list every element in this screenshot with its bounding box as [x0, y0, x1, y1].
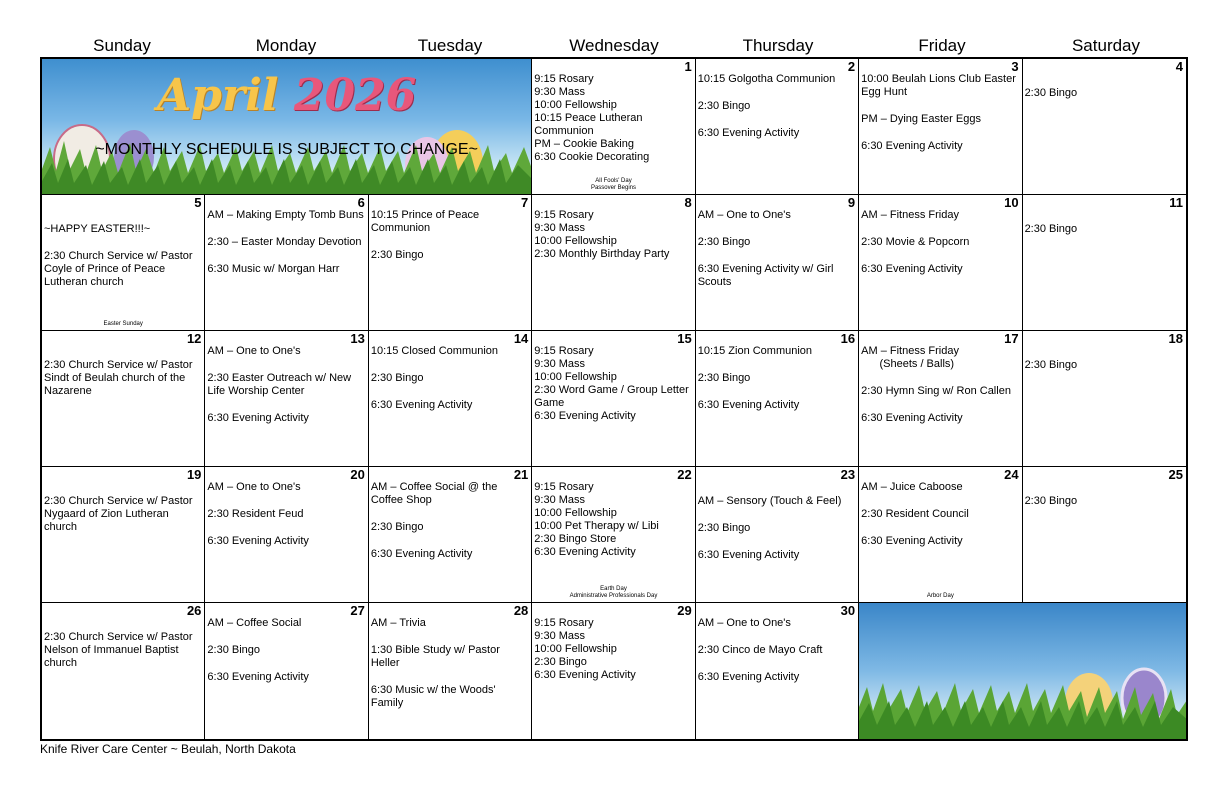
event-spacer — [861, 494, 1019, 508]
event-list — [532, 331, 694, 423]
event-spacer — [207, 630, 365, 644]
weekday-friday: Friday — [918, 36, 966, 55]
event-item: AM – Coffee Social — [207, 617, 302, 629]
event-list — [42, 467, 204, 534]
event-item: 2:30 Bingo — [370, 372, 424, 384]
easter-eggs-illustration — [859, 603, 1186, 739]
day-number: 19 — [186, 467, 202, 482]
event-item: 2:30 Resident Feud — [207, 508, 304, 520]
day-cell-29 — [532, 603, 695, 739]
day-number: 29 — [677, 603, 692, 618]
day-number: 9 — [847, 195, 856, 210]
event-item: 2:30 Church Service w/ Pastor Coyle of Prince of Peace Lutheran church — [44, 250, 196, 288]
day-cell-23 — [696, 467, 859, 603]
event-list — [205, 195, 367, 276]
day-number: 2 — [847, 59, 856, 74]
event-item: 10:00 Fellowship — [534, 99, 617, 111]
event-item: 2:30 Bingo — [1024, 223, 1078, 235]
day-cell-1 — [532, 59, 695, 195]
day-number: 10 — [1004, 195, 1019, 210]
day-cell-19 — [42, 467, 205, 603]
event-item: 6:30 Evening Activity — [697, 399, 800, 411]
event-item: PM – Cookie Baking — [534, 138, 634, 150]
event-item: 2:30 – Easter Monday Devotion — [207, 236, 362, 248]
event-list — [369, 195, 531, 262]
event-list — [859, 195, 1021, 276]
calendar-grid — [40, 57, 1188, 741]
event-item: 10:00 Beulah Lions Club Easter Egg Hunt — [861, 73, 1019, 98]
event-list — [1023, 195, 1186, 236]
month-year: 2026 — [293, 70, 417, 121]
day-number: 23 — [840, 467, 856, 482]
event-list — [205, 331, 367, 425]
day-number: 18 — [1168, 331, 1183, 346]
day-cell-20 — [205, 467, 368, 603]
event-item: AM – Coffee Social @ the Coffee Shop — [370, 481, 501, 506]
event-item: 6:30 Evening Activity — [370, 399, 473, 411]
event-item: 6:30 Evening Activity — [697, 127, 800, 139]
event-spacer — [861, 371, 1019, 385]
event-item: 6:30 Music w/ Morgan Harr — [207, 263, 340, 275]
event-item: 2:30 Easter Outreach w/ New Life Worship Center — [207, 372, 355, 397]
day-number: 13 — [350, 331, 365, 346]
day-number: 25 — [1168, 467, 1183, 482]
event-item: 2:30 Bingo — [1024, 495, 1078, 507]
event-list — [696, 603, 858, 684]
event-spacer — [207, 358, 365, 372]
event-item: 6:30 Music w/ the Woods' Family — [370, 684, 499, 709]
event-list — [369, 331, 531, 412]
event-spacer — [1025, 345, 1184, 359]
day-number: 12 — [186, 331, 202, 346]
day-cell-12 — [42, 331, 205, 467]
event-spacer — [44, 209, 202, 223]
event-list — [205, 467, 367, 548]
event-item: 2:30 Church Service w/ Pastor Nygaard of Zion Lutheran church — [44, 495, 196, 533]
event-item: 6:30 Evening Activity — [534, 669, 636, 681]
event-list — [369, 603, 531, 710]
event-item: 2:30 Bingo — [697, 372, 751, 384]
event-item: 10:00 Fellowship — [534, 507, 617, 519]
event-item: 10:00 Fellowship — [534, 235, 617, 247]
event-spacer — [207, 657, 365, 671]
day-number: 4 — [1175, 59, 1183, 74]
day-number: 11 — [1169, 195, 1183, 210]
event-item: 2:30 Bingo Store — [534, 533, 617, 545]
event-spacer — [698, 222, 856, 236]
event-item: 2:30 Movie & Popcorn — [861, 236, 970, 248]
holiday-label: All Fools' Day — [595, 178, 632, 184]
event-list — [532, 467, 694, 559]
event-item: 6:30 Evening Activity — [861, 412, 963, 424]
event-list — [1023, 467, 1186, 508]
day-number: 7 — [521, 195, 529, 210]
event-item: ~HAPPY EASTER!!!~ — [44, 223, 151, 235]
event-spacer — [371, 385, 529, 399]
event-item: 2:30 Bingo — [1024, 359, 1078, 371]
weekday-wednesday: Wednesday — [569, 36, 659, 55]
event-spacer — [698, 113, 856, 127]
event-spacer — [698, 508, 856, 522]
day-number: 3 — [1011, 59, 1019, 74]
event-spacer — [371, 358, 529, 372]
event-item: 2:30 Bingo — [534, 656, 587, 668]
holiday-note — [42, 321, 204, 328]
event-spacer — [207, 249, 365, 263]
event-item: 10:00 Pet Therapy w/ Libi — [534, 520, 659, 532]
event-item: AM – Juice Caboose — [861, 481, 963, 493]
event-item: 2:30 Hymn Sing w/ Ron Callen — [861, 385, 1011, 397]
day-cell-17 — [859, 331, 1022, 467]
event-list — [42, 195, 204, 289]
event-list — [696, 195, 858, 289]
event-item: 10:00 Fellowship — [534, 643, 617, 655]
holiday-label: Earth Day — [600, 586, 627, 592]
event-list — [205, 603, 367, 684]
event-item: 2:30 Bingo — [697, 522, 751, 534]
event-item: AM – One to One's — [697, 617, 791, 629]
event-spacer — [207, 222, 365, 236]
event-list — [1023, 59, 1186, 100]
footer-facility: Knife River Care Center ~ Beulah, North Dakota — [40, 742, 296, 756]
event-item: 9:15 Rosary — [534, 481, 594, 493]
weekday-saturday: Saturday — [1071, 36, 1141, 55]
day-number: 30 — [840, 603, 856, 618]
event-item: 10:15 Golgotha Communion — [697, 73, 836, 85]
event-item: 6:30 Evening Activity — [861, 140, 963, 152]
event-spacer — [371, 630, 529, 644]
event-item: (Sheets / Balls) — [861, 358, 955, 370]
event-spacer — [207, 521, 365, 535]
day-number: 5 — [194, 195, 202, 210]
weekday-sunday: Sunday — [93, 36, 151, 55]
event-spacer — [698, 385, 856, 399]
event-list — [42, 331, 204, 398]
day-cell-16 — [696, 331, 859, 467]
event-spacer — [371, 507, 529, 521]
event-item: AM – Fitness Friday — [861, 209, 959, 221]
event-spacer — [861, 99, 1019, 113]
event-item: 6:30 Evening Activity — [534, 546, 636, 558]
day-cell-24 — [859, 467, 1022, 603]
day-number: 16 — [840, 331, 856, 346]
event-item: 6:30 Evening Activity — [697, 671, 800, 683]
event-item: 10:15 Peace Lutheran Communion — [534, 112, 646, 137]
day-cell-8 — [532, 195, 695, 331]
event-item: 6:30 Evening Activity — [861, 263, 963, 275]
event-spacer — [861, 249, 1019, 263]
event-item: 9:15 Rosary — [534, 73, 594, 85]
event-spacer — [1025, 481, 1184, 495]
event-item: PM – Dying Easter Eggs — [861, 113, 981, 125]
event-spacer — [698, 86, 856, 100]
event-spacer — [371, 670, 529, 684]
event-item: 1:30 Bible Study w/ Pastor Heller — [370, 644, 503, 669]
month-name: April — [156, 70, 279, 121]
event-spacer — [861, 222, 1019, 236]
event-item: 2:30 Bingo — [207, 644, 261, 656]
day-cell-27 — [205, 603, 368, 739]
event-spacer — [698, 249, 856, 263]
day-cell-28 — [369, 603, 532, 739]
day-number: 1 — [684, 59, 692, 74]
event-spacer — [44, 617, 202, 631]
event-item: 9:30 Mass — [534, 630, 586, 642]
event-item: 2:30 Monthly Birthday Party — [534, 248, 670, 260]
event-item: 10:15 Zion Communion — [697, 345, 813, 357]
event-list — [42, 603, 204, 670]
day-cell-22 — [532, 467, 695, 603]
day-number: 14 — [513, 331, 529, 346]
event-spacer — [861, 126, 1019, 140]
event-spacer — [1025, 209, 1184, 223]
event-spacer — [698, 358, 856, 372]
holiday-label: Passover Begins — [590, 185, 636, 191]
event-list — [696, 331, 858, 412]
event-item: 2:30 Bingo — [370, 521, 424, 533]
event-spacer — [1025, 73, 1184, 87]
holiday-label: Arbor Day — [926, 593, 954, 599]
event-item: 6:30 Cookie Decorating — [534, 151, 650, 163]
day-number: 15 — [677, 331, 692, 346]
event-item: 9:15 Rosary — [534, 617, 594, 629]
event-spacer — [698, 657, 856, 671]
day-number: 22 — [677, 467, 692, 482]
holiday-note — [532, 178, 694, 192]
day-number: 28 — [513, 603, 529, 618]
event-item: 2:30 Cinco de Mayo Craft — [697, 644, 823, 656]
event-list — [696, 59, 858, 140]
event-spacer — [698, 481, 856, 495]
event-spacer — [371, 534, 529, 548]
event-spacer — [698, 535, 856, 549]
day-number: 21 — [513, 467, 529, 482]
event-list — [859, 331, 1021, 425]
day-cell-18 — [1023, 331, 1186, 467]
day-number: 24 — [1004, 467, 1019, 482]
day-cell-10 — [859, 195, 1022, 331]
event-item: 2:30 Word Game / Group Letter Game — [534, 384, 692, 409]
weekday-header — [40, 36, 1188, 56]
event-item: 9:15 Rosary — [534, 209, 594, 221]
event-spacer — [861, 521, 1019, 535]
day-cell-2 — [696, 59, 859, 195]
month-banner — [42, 59, 532, 195]
event-item: 6:30 Evening Activity — [207, 535, 309, 547]
event-item: 6:30 Evening Activity — [697, 549, 800, 561]
event-list — [369, 467, 531, 561]
day-number: 26 — [186, 603, 202, 618]
event-item: 2:30 Church Service w/ Pastor Nelson of Immanuel Baptist church — [44, 631, 196, 669]
event-item: 2:30 Church Service w/ Pastor Sindt of Beulah church of the Nazarene — [44, 359, 196, 397]
event-item: AM – One to One's — [207, 345, 301, 357]
holiday-label: Easter Sunday — [103, 321, 143, 327]
event-spacer — [207, 494, 365, 508]
event-spacer — [207, 398, 365, 412]
event-item: 9:30 Mass — [534, 494, 586, 506]
day-cell-30 — [696, 603, 859, 739]
day-cell-7 — [369, 195, 532, 331]
event-item: AM – Making Empty Tomb Buns — [207, 209, 364, 221]
event-list — [532, 195, 694, 261]
weekday-thursday: Thursday — [742, 36, 814, 55]
event-spacer — [698, 630, 856, 644]
event-item: 10:00 Fellowship — [534, 371, 617, 383]
day-cell-9 — [696, 195, 859, 331]
day-cell-4 — [1023, 59, 1186, 195]
event-item: 10:15 Prince of Peace Communion — [370, 209, 483, 234]
day-cell-25 — [1023, 467, 1186, 603]
event-item: 2:30 Resident Council — [861, 508, 969, 520]
holiday-label: Administrative Professionals Day — [569, 593, 658, 599]
event-item: 6:30 Evening Activity — [207, 671, 309, 683]
event-item: AM – Trivia — [370, 617, 426, 629]
event-item: 9:30 Mass — [534, 358, 586, 370]
event-item: 2:30 Bingo — [697, 236, 751, 248]
event-item: 9:15 Rosary — [534, 345, 594, 357]
day-cell-11 — [1023, 195, 1186, 331]
event-spacer — [44, 345, 202, 359]
event-item: 6:30 Evening Activity — [370, 548, 473, 560]
day-cell-26 — [42, 603, 205, 739]
weekday-monday: Monday — [255, 36, 317, 55]
event-spacer — [861, 398, 1019, 412]
event-item: AM – Fitness Friday — [861, 345, 959, 357]
event-spacer — [44, 481, 202, 495]
day-cell-14 — [369, 331, 532, 467]
day-number: 17 — [1004, 331, 1019, 346]
weekday-tuesday: Tuesday — [417, 36, 483, 55]
event-item: 9:30 Mass — [534, 86, 586, 98]
day-number: 8 — [684, 195, 692, 210]
day-cell-6 — [205, 195, 368, 331]
event-list — [1023, 331, 1186, 372]
month-title — [42, 71, 531, 121]
event-item: 10:15 Closed Communion — [370, 345, 499, 357]
event-list — [532, 603, 694, 682]
event-item: AM – One to One's — [207, 481, 301, 493]
day-number: 20 — [350, 467, 365, 482]
event-spacer — [44, 236, 202, 250]
event-item: 9:30 Mass — [534, 222, 586, 234]
event-item: 6:30 Evening Activity w/ Girl Scouts — [697, 263, 837, 288]
event-item: 6:30 Evening Activity — [207, 412, 309, 424]
event-item: 2:30 Bingo — [1024, 87, 1078, 99]
event-item: 6:30 Evening Activity — [534, 410, 636, 422]
day-number: 6 — [357, 195, 365, 210]
day-cell-13 — [205, 331, 368, 467]
holiday-note — [532, 586, 694, 600]
day-cell-5 — [42, 195, 205, 331]
event-item: 2:30 Bingo — [697, 100, 751, 112]
event-item: AM – One to One's — [697, 209, 791, 221]
event-item: 2:30 Bingo — [370, 249, 424, 261]
event-item: 6:30 Evening Activity — [861, 535, 963, 547]
day-cell-15 — [532, 331, 695, 467]
event-list — [696, 467, 858, 562]
day-cell-3 — [859, 59, 1022, 195]
event-spacer — [371, 235, 529, 249]
schedule-disclaimer: ~MONTHLY SCHEDULE IS SUBJECT TO CHANGE~ — [95, 141, 478, 158]
day-number: 27 — [350, 603, 365, 618]
day-cell-21 — [369, 467, 532, 603]
event-item: AM – Sensory (Touch & Feel) — [697, 495, 842, 507]
event-list — [859, 467, 1021, 548]
event-list — [532, 59, 694, 164]
holiday-note — [859, 593, 1021, 600]
event-list — [859, 59, 1021, 153]
